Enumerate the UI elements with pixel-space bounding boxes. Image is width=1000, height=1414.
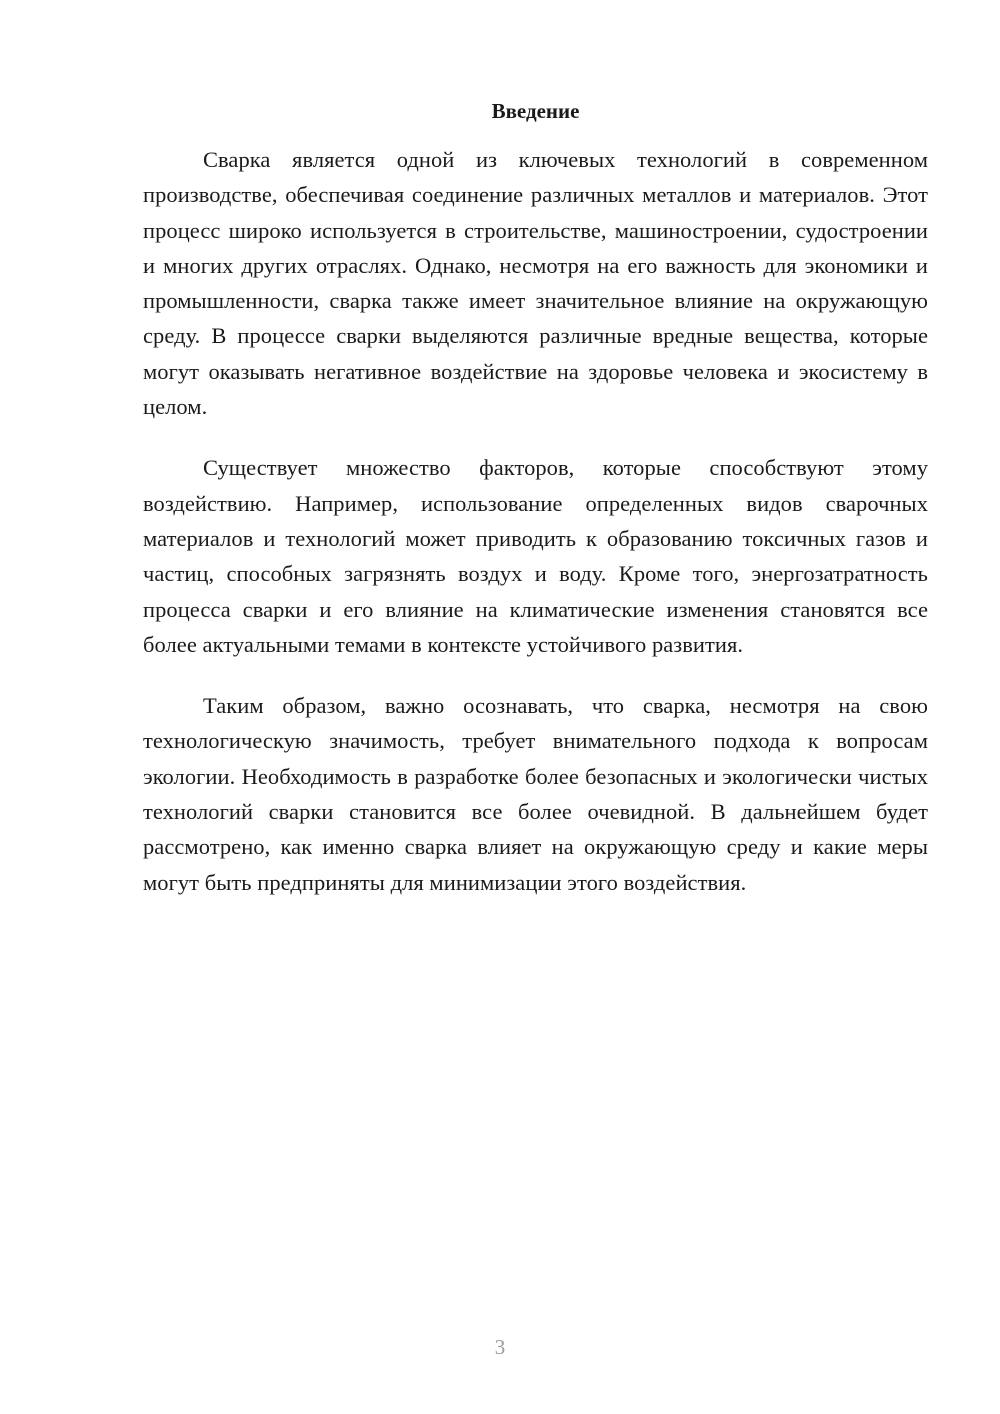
section-heading: Введение <box>491 99 580 123</box>
paragraph-1: Сварка является одной из ключевых технологий в современном производстве, обеспечивая соединение различных металлов и материалов. Этот процесс широко используется в строительстве, машиностроении, судостроении и многих других отраслях. Однако, несмотря на его важность для экономики и промышленности, сварка также имеет значительное влияние на окружающую среду. В процессе сварки выделяются различные вредные вещества, которые могут оказывать негативное воздействие на здоровье человека и экосистему в целом. <box>143 147 928 420</box>
paragraph-2: Существует множество факторов, которые способствуют этому воздействию. Например, использование определенных видов сварочных материалов и технологий может приводить к образованию токсичных газов и частиц, способных загрязнять воздух и воду. Кроме того, энергозатратность процесса сварки и его влияние на климатические изменения становятся все более актуальными темами в контексте устойчивого развития. <box>143 455 928 657</box>
page-number: 3 <box>494 1335 506 1359</box>
body-text <box>143 142 928 926</box>
paragraph-3: Таким образом, важно осознавать, что сварка, несмотря на свою технологическую значимость, требует внимательного подхода к вопросам экологии. Необходимость в разработке более безопасных и экологически чистых технологий сварки становится все более очевидной. В дальнейшем будет рассмотрено, как именно сварка влияет на окружающую среду и какие меры могут быть предприняты для минимизации этого воздействия. <box>143 693 928 895</box>
